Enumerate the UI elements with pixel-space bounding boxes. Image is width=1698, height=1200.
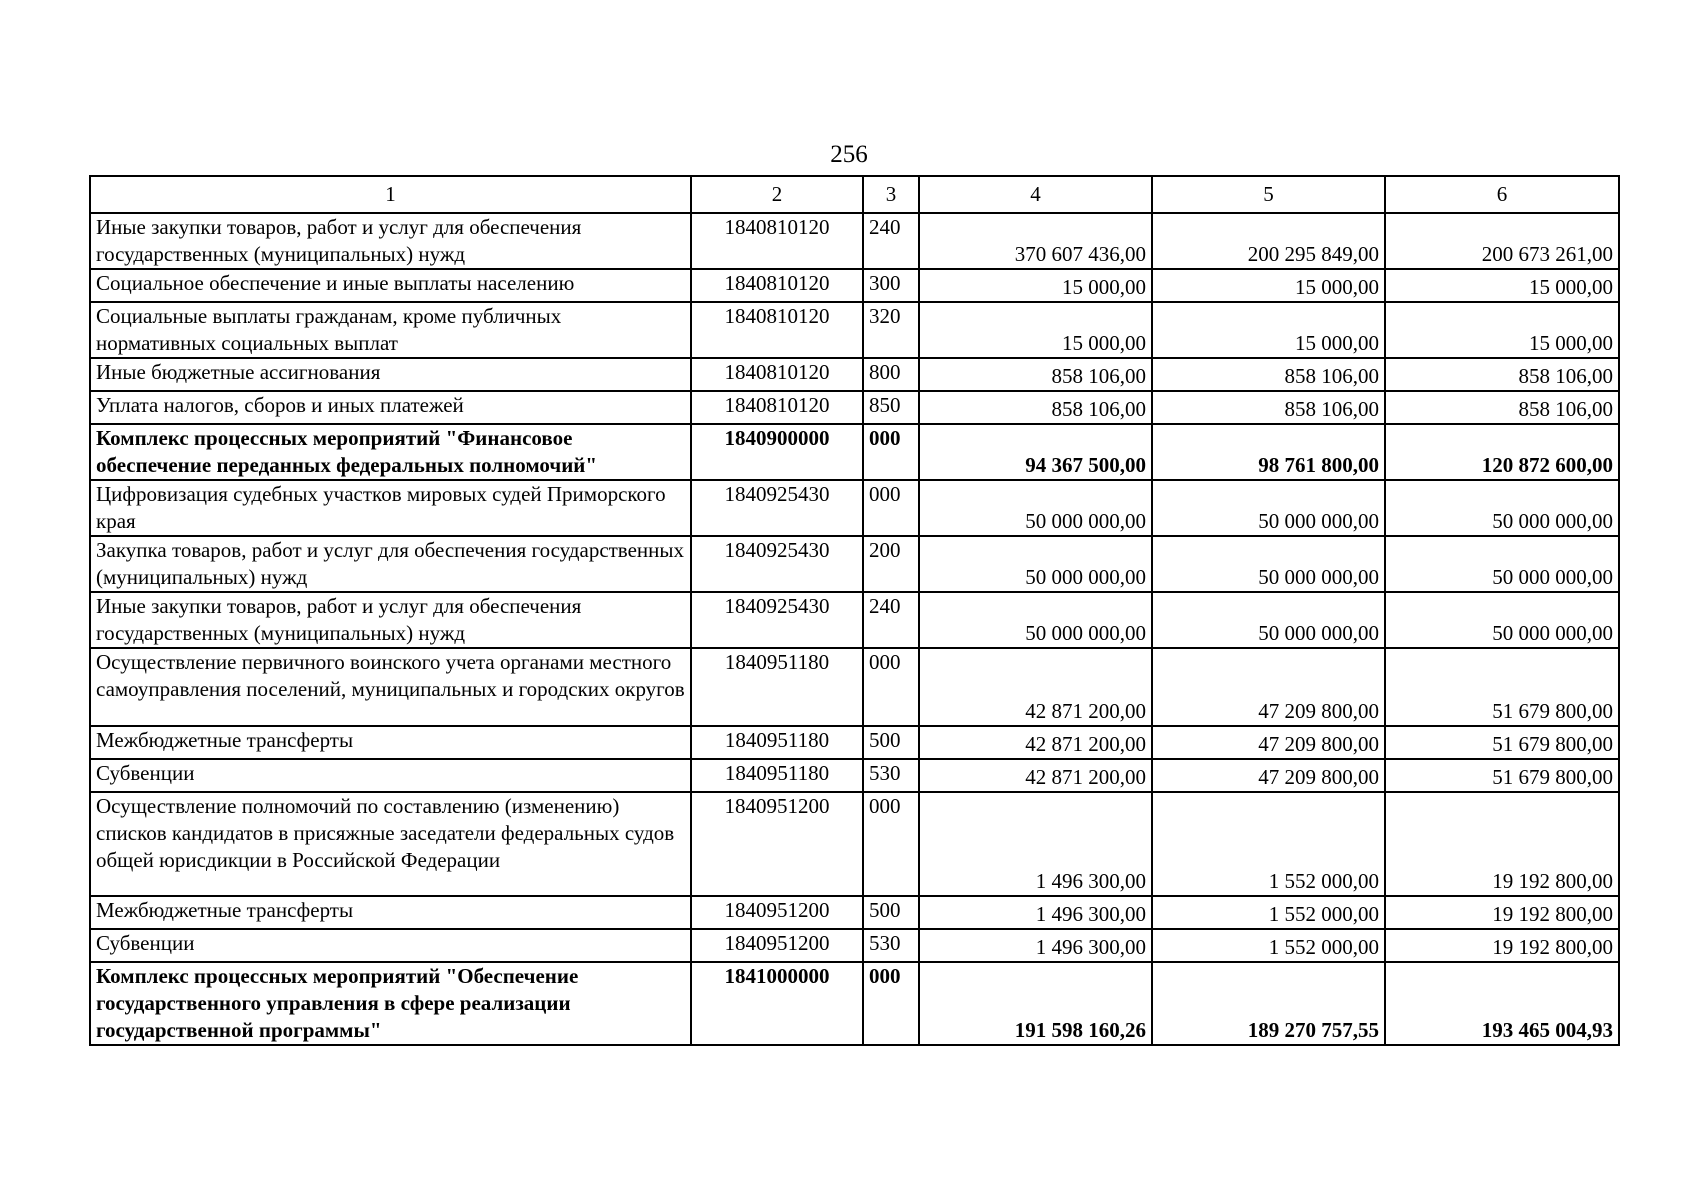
expense-type-code: 300 [863, 269, 919, 302]
amount-col-6: 50 000 000,00 [1385, 592, 1619, 648]
target-code: 1841000000 [691, 962, 863, 1045]
expense-type-code: 200 [863, 536, 919, 592]
expense-type-code: 800 [863, 358, 919, 391]
amount-col-4: 15 000,00 [919, 302, 1152, 358]
table-body [90, 213, 1619, 1045]
target-code: 1840810120 [691, 302, 863, 358]
expense-type-code: 530 [863, 759, 919, 792]
table-row [90, 358, 1619, 391]
amount-col-5: 47 209 800,00 [1152, 648, 1385, 726]
expense-type-code: 000 [863, 792, 919, 896]
amount-col-6: 193 465 004,93 [1385, 962, 1619, 1045]
amount-col-5: 1 552 000,00 [1152, 896, 1385, 929]
amount-col-6: 15 000,00 [1385, 269, 1619, 302]
table-row [90, 962, 1619, 1045]
amount-col-6: 120 872 600,00 [1385, 424, 1619, 480]
amount-col-4: 42 871 200,00 [919, 759, 1152, 792]
amount-col-5: 858 106,00 [1152, 358, 1385, 391]
header-row [90, 176, 1619, 213]
amount-col-4: 50 000 000,00 [919, 592, 1152, 648]
amount-col-6: 51 679 800,00 [1385, 726, 1619, 759]
item-name: Иные бюджетные ассигнования [90, 358, 691, 391]
table-row [90, 648, 1619, 726]
column-header-1: 1 [90, 176, 691, 213]
amount-col-4: 42 871 200,00 [919, 648, 1152, 726]
amount-col-5: 1 552 000,00 [1152, 929, 1385, 962]
amount-col-5: 858 106,00 [1152, 391, 1385, 424]
amount-col-6: 50 000 000,00 [1385, 480, 1619, 536]
amount-col-6: 15 000,00 [1385, 302, 1619, 358]
item-name: Субвенции [90, 759, 691, 792]
amount-col-5: 189 270 757,55 [1152, 962, 1385, 1045]
table-row [90, 726, 1619, 759]
table-row [90, 896, 1619, 929]
target-code: 1840951180 [691, 648, 863, 726]
amount-col-5: 98 761 800,00 [1152, 424, 1385, 480]
table-row [90, 269, 1619, 302]
amount-col-6: 51 679 800,00 [1385, 759, 1619, 792]
column-header-4: 4 [919, 176, 1152, 213]
table-row [90, 424, 1619, 480]
amount-col-4: 1 496 300,00 [919, 792, 1152, 896]
target-code: 1840810120 [691, 269, 863, 302]
expense-type-code: 000 [863, 648, 919, 726]
amount-col-4: 94 367 500,00 [919, 424, 1152, 480]
table-row [90, 391, 1619, 424]
table-row [90, 536, 1619, 592]
amount-col-5: 50 000 000,00 [1152, 592, 1385, 648]
item-name: Комплекс процессных мероприятий "Финансовое обеспечение переданных федеральных полномочий" [90, 424, 691, 480]
table-row [90, 929, 1619, 962]
item-name: Социальные выплаты гражданам, кроме публичных нормативных социальных выплат [90, 302, 691, 358]
amount-col-6: 200 673 261,00 [1385, 213, 1619, 269]
amount-col-4: 858 106,00 [919, 391, 1152, 424]
column-header-3: 3 [863, 176, 919, 213]
item-name: Межбюджетные трансферты [90, 896, 691, 929]
expense-type-code: 000 [863, 480, 919, 536]
amount-col-5: 15 000,00 [1152, 302, 1385, 358]
amount-col-4: 370 607 436,00 [919, 213, 1152, 269]
table-row [90, 302, 1619, 358]
amount-col-5: 15 000,00 [1152, 269, 1385, 302]
table-row [90, 213, 1619, 269]
table-row [90, 759, 1619, 792]
amount-col-4: 50 000 000,00 [919, 480, 1152, 536]
item-name: Комплекс процессных мероприятий "Обеспечение государственного управления в сфере реализации государственной программы" [90, 962, 691, 1045]
item-name: Иные закупки товаров, работ и услуг для обеспечения государственных (муниципальных) нужд [90, 592, 691, 648]
item-name: Цифровизация судебных участков мировых судей Приморского края [90, 480, 691, 536]
amount-col-6: 19 192 800,00 [1385, 896, 1619, 929]
expense-type-code: 000 [863, 962, 919, 1045]
amount-col-6: 51 679 800,00 [1385, 648, 1619, 726]
amount-col-5: 50 000 000,00 [1152, 480, 1385, 536]
target-code: 1840900000 [691, 424, 863, 480]
amount-col-5: 47 209 800,00 [1152, 726, 1385, 759]
budget-table [89, 175, 1620, 1046]
amount-col-4: 42 871 200,00 [919, 726, 1152, 759]
table-row [90, 592, 1619, 648]
amount-col-5: 47 209 800,00 [1152, 759, 1385, 792]
target-code: 1840810120 [691, 213, 863, 269]
amount-col-4: 1 496 300,00 [919, 929, 1152, 962]
target-code: 1840951180 [691, 726, 863, 759]
page-number: 256 [830, 141, 868, 168]
expense-type-code: 850 [863, 391, 919, 424]
target-code: 1840925430 [691, 592, 863, 648]
expense-type-code: 320 [863, 302, 919, 358]
table-row [90, 480, 1619, 536]
amount-col-6: 19 192 800,00 [1385, 792, 1619, 896]
target-code: 1840951180 [691, 759, 863, 792]
expense-type-code: 000 [863, 424, 919, 480]
target-code: 1840951200 [691, 929, 863, 962]
item-name: Осуществление полномочий по составлению (изменению) списков кандидатов в присяжные заседатели федеральных судов общей юрисдикции в Российской Федерации [90, 792, 691, 896]
amount-col-4: 50 000 000,00 [919, 536, 1152, 592]
column-header-2: 2 [691, 176, 863, 213]
amount-col-4: 1 496 300,00 [919, 896, 1152, 929]
amount-col-6: 19 192 800,00 [1385, 929, 1619, 962]
item-name: Межбюджетные трансферты [90, 726, 691, 759]
target-code: 1840810120 [691, 391, 863, 424]
expense-type-code: 500 [863, 896, 919, 929]
target-code: 1840951200 [691, 792, 863, 896]
item-name: Иные закупки товаров, работ и услуг для обеспечения государственных (муниципальных) нужд [90, 213, 691, 269]
table-row [90, 792, 1619, 896]
target-code: 1840925430 [691, 480, 863, 536]
item-name: Осуществление первичного воинского учета органами местного самоуправления поселений, муниципальных и городских округов [90, 648, 691, 726]
amount-col-5: 50 000 000,00 [1152, 536, 1385, 592]
amount-col-5: 200 295 849,00 [1152, 213, 1385, 269]
expense-type-code: 240 [863, 213, 919, 269]
amount-col-6: 858 106,00 [1385, 358, 1619, 391]
expense-type-code: 530 [863, 929, 919, 962]
expense-type-code: 240 [863, 592, 919, 648]
column-header-6: 6 [1385, 176, 1619, 213]
item-name: Уплата налогов, сборов и иных платежей [90, 391, 691, 424]
column-header-5: 5 [1152, 176, 1385, 213]
amount-col-4: 15 000,00 [919, 269, 1152, 302]
item-name: Закупка товаров, работ и услуг для обеспечения государственных (муниципальных) нужд [90, 536, 691, 592]
target-code: 1840810120 [691, 358, 863, 391]
amount-col-5: 1 552 000,00 [1152, 792, 1385, 896]
amount-col-6: 50 000 000,00 [1385, 536, 1619, 592]
expense-type-code: 500 [863, 726, 919, 759]
target-code: 1840951200 [691, 896, 863, 929]
amount-col-6: 858 106,00 [1385, 391, 1619, 424]
item-name: Социальное обеспечение и иные выплаты населению [90, 269, 691, 302]
target-code: 1840925430 [691, 536, 863, 592]
amount-col-4: 858 106,00 [919, 358, 1152, 391]
amount-col-4: 191 598 160,26 [919, 962, 1152, 1045]
item-name: Субвенции [90, 929, 691, 962]
